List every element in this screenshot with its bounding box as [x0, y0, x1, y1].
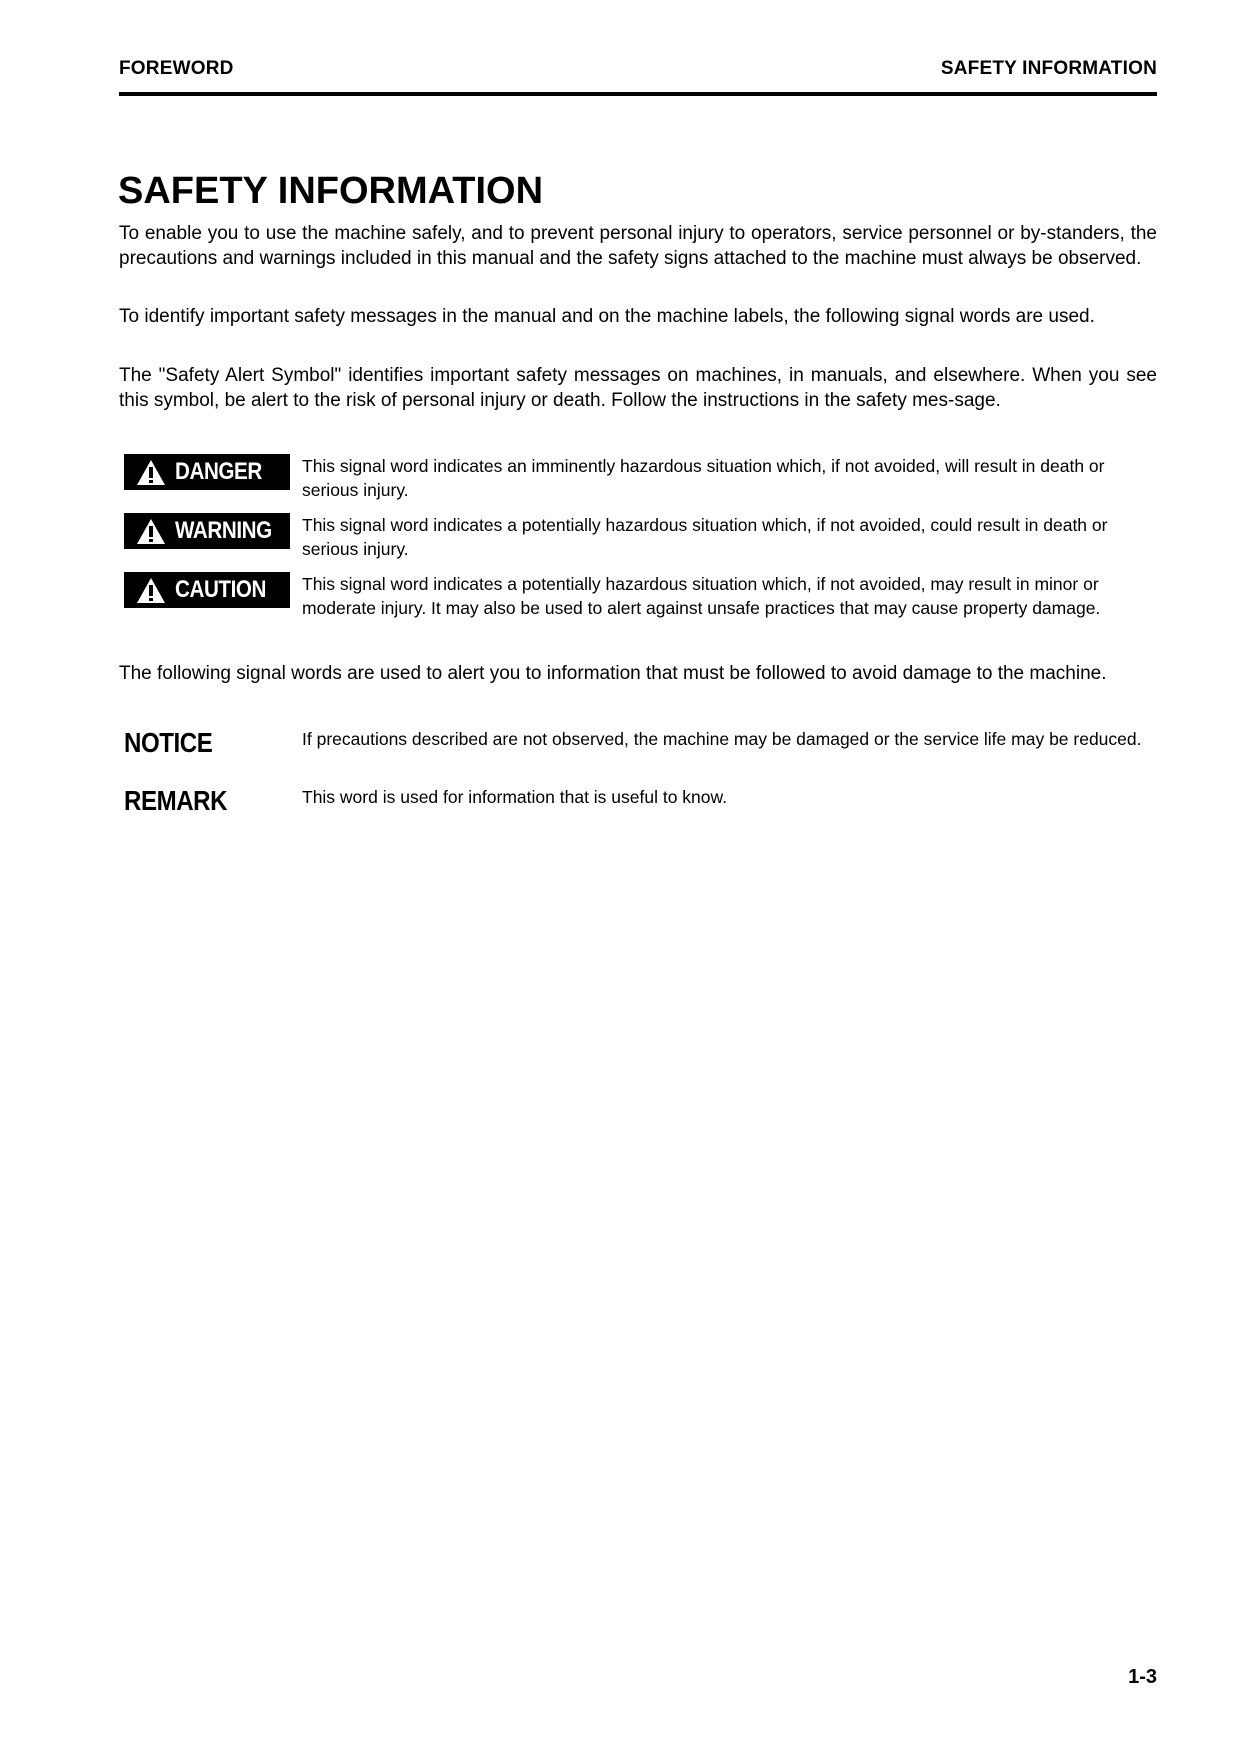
header-section-label: FOREWORD: [119, 58, 234, 79]
danger-word: DANGER: [175, 458, 262, 485]
remark-description: This word is used for information that is useful to know.: [302, 787, 728, 807]
warning-word: WARNING: [175, 517, 272, 544]
notice-word: NOTICE: [124, 727, 213, 758]
warning-label: [124, 513, 290, 549]
intro-paragraph: To enable you to use the machine safely, and to prevent personal injury to operators, service personnel or by-standers, the precautions and warnings included in this manual and the safety signs attached to the machine must always be observed.: [119, 223, 1157, 269]
danger-label: [124, 454, 290, 490]
caution-label: [124, 572, 290, 608]
warning-triangle-icon: [136, 518, 166, 545]
warning-triangle-icon: [136, 459, 166, 486]
danger-description: This signal word indicates an imminently hazardous situation which, if not avoided, will result in death or serious injury.: [302, 456, 1105, 500]
warning-triangle-icon: [136, 577, 166, 604]
page-number: 1-3: [1128, 1666, 1157, 1688]
warning-description: This signal word indicates a potentially hazardous situation which, if not avoided, could result in death or serious injury.: [302, 515, 1108, 559]
alert-symbol-paragraph: The "Safety Alert Symbol" identifies important safety messages on machines, in manuals, and elsewhere. When you see this symbol, be alert to the risk of personal injury or death. Follow the instructions in the safety mes-sage.: [119, 365, 1157, 411]
signal-words-paragraph: To identify important safety messages in the manual and on the machine labels, the following signal words are used.: [119, 306, 1095, 327]
page-header: [119, 56, 1157, 96]
remark-word: REMARK: [124, 785, 228, 816]
notice-description: If precautions described are not observed, the machine may be damaged or the service life may be reduced.: [302, 729, 1142, 749]
caution-word: CAUTION: [175, 576, 267, 603]
caution-description: This signal word indicates a potentially hazardous situation which, if not avoided, may result in minor or moderate injury. It may also be used to alert against unsafe practices that may cause property damage.: [302, 574, 1101, 618]
header-chapter-label: SAFETY INFORMATION: [940, 58, 1157, 79]
page-title: SAFETY INFORMATION: [118, 170, 544, 212]
notice-intro-paragraph: The following signal words are used to alert you to information that must be followed to avoid damage to the machine.: [119, 663, 1107, 684]
